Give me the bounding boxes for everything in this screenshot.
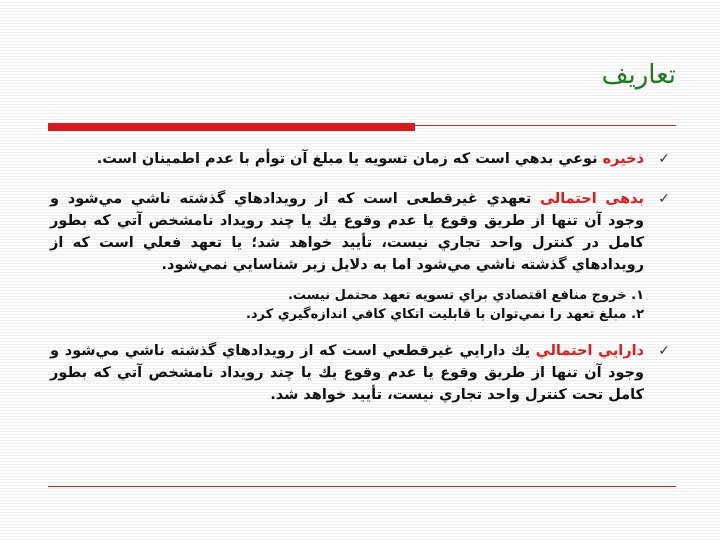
definition-contingent-liability	[50, 188, 670, 276]
reason-item: ۲. مبلغ تعهد را نمي‌توان با قابليت اتكاي كافي اندازه‌گيري كرد.	[245, 307, 644, 322]
definition-provision	[50, 148, 670, 170]
definition-text: يك دارايي غيرقطعي است که از رويدادهاي گذشته ناشي مي‌شود و وجود آن تنها از طريق وقوع يا عدم وقوع يك يا چند رويداد نامشخص آتي که بطور کامل تحت کنترل واحد تجاري نيست، تأييد خواهد شد.	[50, 343, 644, 403]
term-provision: ذخيره	[602, 151, 644, 167]
term-contingent-liability: بدهی احتمالی	[540, 191, 644, 207]
checkmark-icon: ✓	[658, 343, 670, 359]
checkmark-icon: ✓	[658, 191, 670, 207]
term-contingent-asset: دارايي احتمالي	[535, 343, 644, 359]
slide-title: تعاریف	[601, 60, 676, 90]
definitions-list	[50, 148, 670, 424]
reasons-list	[50, 286, 670, 324]
bottom-divider	[48, 486, 676, 487]
definition-contingent-asset	[50, 340, 670, 406]
definition-text: تعهدي غيرقطعی است که از رويدادهاي گذشته ناشي مي‌شود و وجود آن تنها از طريق وقوع يا عدم وقوع يك يا چند رويداد نامشخص آتي که بطور کامل در کنترل واحد تجاري نيست، تأييد خواهد شد؛ يا تعهد فعلي است که از رويدادهاي گذشته ناشي مي‌شود اما به دلايل زير شناسايي نمي‌شود.	[50, 191, 644, 273]
reason-item: ۱. خروج منافع اقتصادي براي تسويه تعهد محتمل نيست.	[287, 288, 644, 303]
checkmark-icon: ✓	[658, 151, 670, 167]
title-divider-thick	[48, 123, 415, 131]
definition-text: نوعي بدهي است که زمان تسويه يا مبلغ آن توأم با عدم اطمينان است.	[96, 151, 598, 167]
